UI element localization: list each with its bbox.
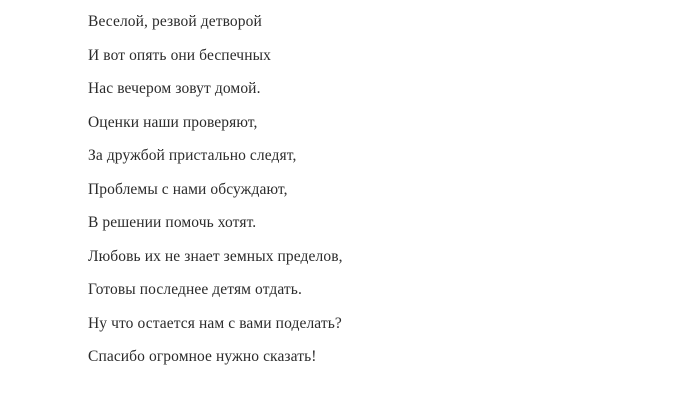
poem-line: И вот опять они беспечных — [88, 46, 271, 64]
poem-line: Оценки наши проверяют, — [88, 113, 258, 131]
poem-line: Спасибо огромное нужно сказать! — [88, 348, 317, 365]
poem-line: Проблемы с нами обсуждают, — [88, 180, 288, 198]
poem-line: Нас вечером зовут домой. — [88, 80, 261, 97]
poem-line: Любовь их не знает земных пределов, — [88, 247, 343, 265]
poem-line: Готовы последнее детям отдать. — [88, 281, 302, 298]
poem-line: Веселой, резвой детворой — [88, 13, 262, 30]
poem-line: В решении помочь хотят. — [88, 214, 257, 231]
poem-line: За дружбой пристально следят, — [88, 147, 297, 164]
poem-text-block — [88, 0, 688, 374]
poem-line: Ну что остается нам с вами поделать? — [88, 314, 342, 332]
